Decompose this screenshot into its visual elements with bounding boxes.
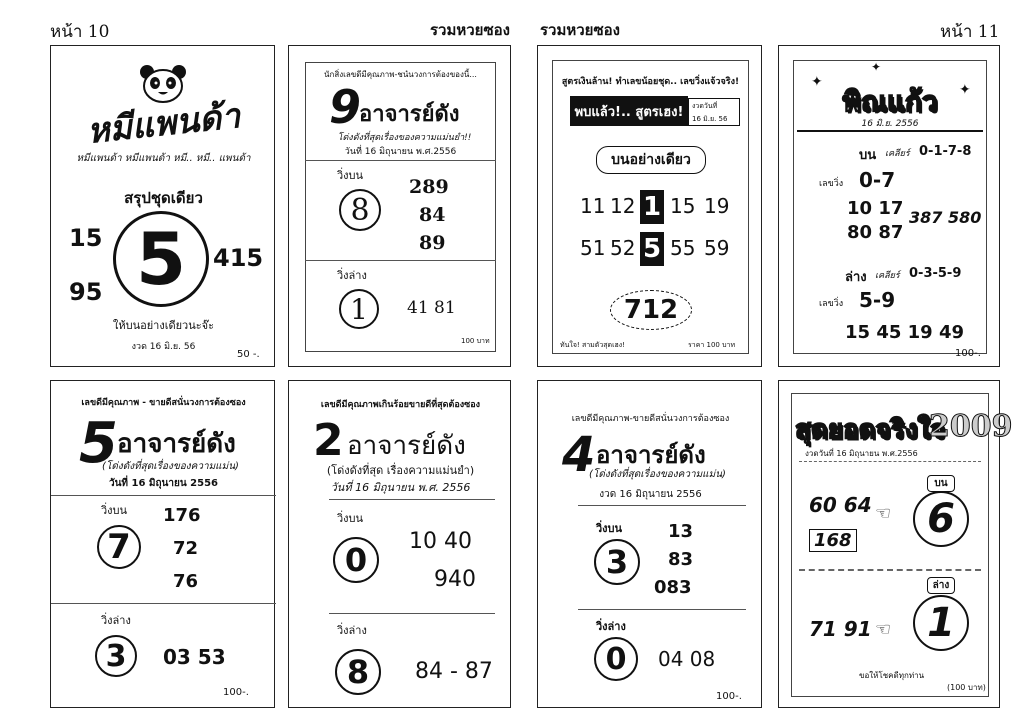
ajarn5-bottom-main: 3: [95, 635, 137, 677]
ajarn4-top-num-1: 13: [668, 521, 694, 542]
ajarn4-tagline: (โด่งดังที่สุดเรื่องของความแม่น): [589, 469, 726, 480]
ajarn5-top-num-2: 72: [173, 538, 199, 559]
pinkaew-lower-run: 5-9: [859, 288, 896, 312]
ajarn9-top-num-1: 289: [409, 176, 449, 198]
ajarn9-divider-bottom: [305, 260, 496, 261]
pinkaew-upper-nums-1: 10 17: [847, 198, 904, 219]
sudyod-wish: ขอให้โชคดีทุกท่าน: [859, 671, 925, 680]
ajarn4-bottom-nums: 04 08: [658, 647, 716, 671]
sudyod-lower-main: 1: [913, 595, 969, 651]
ajarn2-bottom-nums: 84 - 87: [415, 659, 493, 684]
ajarn2-date: วันที่ 16 มิถุนายน พ.ศ. 2556: [330, 481, 471, 494]
pinkaew-lower: ล่าง: [845, 270, 867, 285]
ajarn2-top-nums-2: 940: [434, 567, 476, 592]
found-top-line: สูตรเงินล้าน! ทำเลขน้อยชุด.. เลขวิ่งแจ้วจริง!: [561, 77, 740, 87]
ajarn4-big-number: 4: [562, 427, 596, 483]
page-number-right: หน้า 11: [940, 22, 1000, 42]
panda-subtitle: หมีแพนด้า หมีแพนด้า หมี.. หมี.. แพนด้า: [76, 153, 251, 164]
found-row-2: [580, 236, 740, 266]
pinkaew-upper-nums-2: 80 87: [847, 222, 904, 243]
page-title-left: รวมหวยซอง: [430, 21, 510, 39]
ajarn2-name: อาจารย์ดัง: [347, 431, 466, 461]
ajarn2-tagline: (โด่งดังที่สุด เรื่องความแม่นยำ): [326, 464, 475, 477]
pinkaew-lower-formula: 0-3-5-9: [909, 266, 962, 281]
found-row1-num-4: 15: [670, 194, 696, 218]
ajarn4-top-main: 3: [594, 539, 640, 585]
ajarn2-top-line: เลขดีมีคุณภาพเกินร้อยขายดีที่สุดต้องซอง: [320, 400, 481, 410]
found-banner: พบแล้ว!.. สูตรเฮง!: [570, 96, 688, 126]
pinkaew-lower-run-label: เลขวิ่ง: [819, 299, 844, 309]
panda-left-top: 15: [69, 224, 103, 252]
ajarn5-bottom-nums: 03 53: [163, 645, 226, 669]
found-upper-only: บนอย่างเดียว: [596, 146, 706, 174]
card-ajarn9: [288, 45, 511, 367]
pinkaew-upper-formula: 0-1-7-8: [919, 144, 972, 159]
sudyod-issue: งวดวันที่ 16 มิถุนายน พ.ศ.2556: [805, 449, 918, 458]
found-row2-num-2: 52: [610, 236, 636, 260]
card-panda: [50, 45, 275, 367]
ajarn9-top-line: นักสิ่งเลขดีมีคุณภาพ-ชนํนวงการต้องของนี้...: [324, 70, 477, 79]
panda-main-number: 5: [113, 211, 209, 307]
ajarn9-name: อาจารย์ดัง: [359, 102, 460, 127]
ajarn4-date: งวด 16 มิถุนายน 2556: [599, 489, 702, 500]
ajarn9-bottom-label: วิ่งล่าง: [337, 269, 367, 282]
star-icon: ✦: [871, 60, 882, 74]
card-sudyod: [778, 380, 1013, 708]
sudyod-lower-label: ล่าง: [927, 577, 955, 594]
panda-title: หมีแพนด้า: [85, 96, 243, 152]
pinkaew-divider: [797, 130, 983, 132]
ajarn2-top-main: 0: [333, 537, 379, 583]
star-icon: ✦: [811, 74, 823, 90]
panda-date: งวด 16 มิ.ย. 56: [131, 342, 196, 352]
ajarn4-divider-bottom: [578, 609, 746, 610]
sudyod-upper-main: 6: [913, 491, 969, 547]
ajarn5-top-num-1: 176: [163, 505, 201, 526]
pinkaew-upper-three: 387 580: [909, 208, 982, 227]
ajarn9-bottom-main: 1: [339, 289, 379, 329]
sudyod-lower-nums: 71 91: [809, 617, 872, 641]
ajarn5-top-label: วิ่งบน: [101, 504, 128, 517]
sudyod-upper-three: 168: [809, 529, 857, 552]
ajarn5-top-main: 7: [97, 525, 141, 569]
found-footer-left: ทันใจ! สามตัวสุดเฮง!: [560, 341, 625, 349]
found-issue-box: [688, 98, 740, 126]
pointing-hand-icon: ☜: [875, 619, 892, 640]
ajarn4-divider-top: [578, 505, 746, 506]
found-row1-num-1: 11: [580, 194, 606, 218]
ajarn5-divider-bottom: [51, 603, 276, 604]
ajarn9-top-main: 8: [339, 189, 381, 231]
ajarn9-bottom-nums: 41 81: [407, 298, 456, 318]
panda-left-bottom: 95: [69, 278, 103, 306]
ajarn4-name: อาจารย์ดัง: [596, 441, 706, 469]
panda-note: ให้บนอย่างเดียวนะจ๊ะ: [112, 319, 215, 332]
pinkaew-lower-formula-label: เคลียร์: [875, 271, 900, 281]
ajarn5-top-line: เลขดีมีคุณภาพ - ขายดีสนั่นวงการต้องซอง: [81, 398, 246, 408]
ajarn5-divider-top: [51, 495, 276, 496]
pinkaew-upper-run-label: เลขวิ่ง: [819, 179, 844, 189]
sudyod-dash-mid: [799, 569, 981, 571]
ajarn5-date: วันที่ 16 มิถุนายน 2556: [108, 478, 219, 489]
ajarn2-bottom-label: วิ่งล่าง: [337, 624, 367, 637]
pinkaew-date: 16 มิ.ย. 2556: [861, 119, 919, 129]
ajarn9-big-number: 9: [329, 80, 362, 134]
card-ajarn4: [537, 380, 762, 708]
ajarn9-top-num-3: 89: [419, 232, 446, 254]
ajarn5-top-num-3: 76: [173, 571, 199, 592]
pinkaew-upper-run: 0-7: [859, 168, 896, 192]
page-number-left: หน้า 10: [50, 22, 110, 42]
ajarn9-tagline: โด่งดังที่สุดเรื่องของความแม่นยำ!!: [337, 133, 472, 143]
ajarn4-top-label: วิ่งบน: [596, 522, 623, 535]
card-found-formula: [537, 45, 762, 367]
pinkaew-price: 100-.: [955, 348, 981, 359]
ajarn5-name: อาจารย์ดัง: [117, 429, 236, 459]
ajarn5-price: 100-.: [223, 687, 249, 698]
ajarn4-price: 100-.: [716, 691, 742, 702]
star-icon: ✦: [959, 82, 971, 98]
found-issue-date: 16 มิ.ย. 56: [692, 115, 728, 123]
sudyod-title: สุดยอดจริงใจ: [795, 415, 946, 445]
card-pinkaew: [778, 45, 1000, 367]
ajarn9-date: วันที่ 16 มิถุนายน พ.ศ.2556: [344, 147, 457, 157]
sudyod-year: 2009: [929, 409, 1013, 444]
sudyod-dash-top: [799, 461, 981, 462]
ajarn9-top-label: วิ่งบน: [337, 169, 364, 182]
ajarn9-top-num-2: 84: [419, 204, 446, 226]
found-row2-num-1: 51: [580, 236, 606, 260]
sudyod-upper-label: บน: [927, 475, 955, 492]
found-row1-num-2: 12: [610, 194, 636, 218]
found-footer-right: ราคา 100 บาท: [688, 341, 736, 349]
pinkaew-lower-nums: 15 45 19 49: [845, 322, 964, 343]
found-row1-highlight: 1: [640, 190, 664, 224]
found-burst: 712: [610, 290, 692, 330]
sudyod-price: (100 บาท): [947, 683, 986, 692]
ajarn5-tagline: (โด่งดังที่สุดเรื่องของความแม่น): [102, 461, 239, 472]
pinkaew-upper: บน: [859, 148, 877, 163]
page-title-right: รวมหวยซอง: [540, 21, 620, 39]
ajarn4-bottom-label: วิ่งล่าง: [596, 620, 626, 633]
ajarn9-divider-top: [305, 160, 496, 161]
ajarn5-bottom-label: วิ่งล่าง: [101, 614, 131, 627]
panda-right: 415: [213, 244, 264, 272]
found-row2-num-5: 59: [704, 236, 730, 260]
card-ajarn2: [288, 380, 511, 708]
found-row-1: [580, 194, 740, 224]
pinkaew-upper-formula-label: เคลียร์: [885, 149, 910, 159]
ajarn2-top-nums-1: 10 40: [409, 529, 472, 554]
panda-summary: สรุปชุดเดียว: [124, 189, 203, 207]
ajarn9-price: 100 บาท: [461, 337, 490, 345]
ajarn4-bottom-main: 0: [594, 637, 638, 681]
found-row2-num-4: 55: [670, 236, 696, 260]
ajarn2-divider-bottom: [329, 613, 495, 614]
found-issue-label: งวดวันที่: [692, 102, 718, 110]
ajarn2-big-number: 2: [313, 415, 344, 466]
ajarn2-bottom-main: 8: [335, 649, 381, 695]
card-ajarn5: [50, 380, 275, 708]
ajarn2-divider-top: [329, 499, 495, 500]
ajarn2-top-label: วิ่งบน: [337, 512, 364, 525]
sudyod-upper-nums: 60 64: [809, 493, 872, 517]
ajarn5-big-number: 5: [79, 411, 118, 476]
pointing-hand-icon: ☜: [875, 503, 892, 524]
ajarn4-top-num-2: 83: [668, 549, 694, 570]
found-row2-highlight: 5: [640, 232, 664, 266]
ajarn4-top-num-3: 083: [654, 577, 692, 598]
pinkaew-title: พิณแก้ว: [842, 85, 938, 118]
panda-price: 50 -.: [237, 349, 260, 360]
found-row1-num-5: 19: [704, 194, 730, 218]
ajarn4-top-line: เลขดีมีคุณภาพ-ขายดีสนั่นวงการต้องซอง: [571, 414, 730, 424]
